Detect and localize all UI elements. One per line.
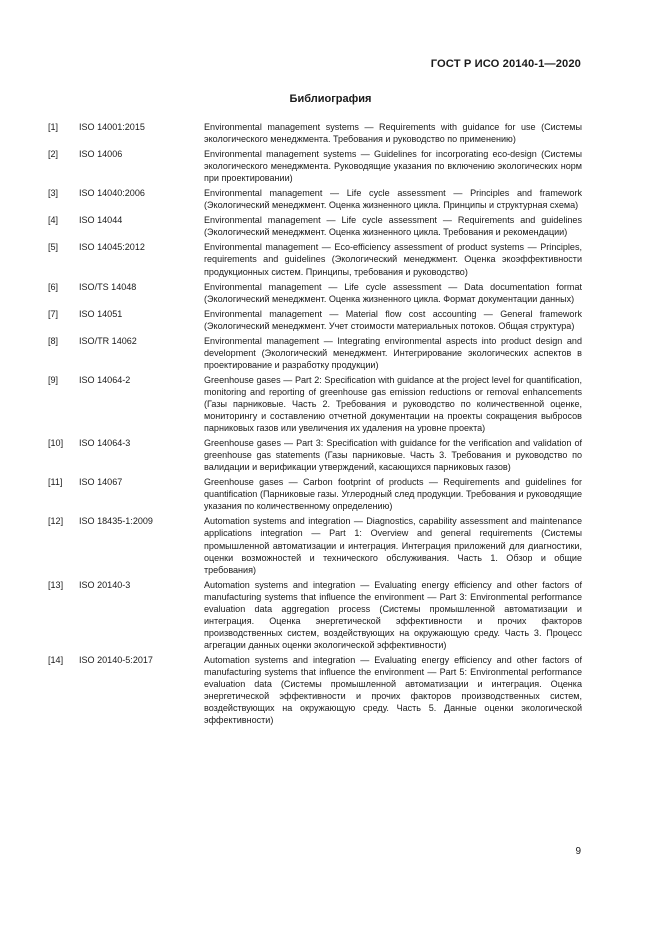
bibliography-entry xyxy=(48,476,582,512)
entry-standard: ISO 14001:2015 xyxy=(79,122,145,132)
entry-standard: ISO 14067 xyxy=(79,477,123,488)
bibliography-entry xyxy=(48,437,582,473)
entry-description: Environmental management — Life cycle assessment — Requirements and guidelines (Экологический менеджмент. Оценка жизненного цикла. Требования и рекомендации) xyxy=(204,215,582,238)
entry-standard: ISO 14044 xyxy=(79,215,123,226)
entry-number: [2] xyxy=(48,149,59,160)
entry-standard: ISO 14051 xyxy=(79,308,123,319)
entry-standard: ISO/TR 14062 xyxy=(79,335,137,346)
entry-number: [9] xyxy=(48,374,59,385)
entry-number: [5] xyxy=(48,242,59,253)
entry-description: Automation systems and integration — Diagnostics, capability assessment and maintenance applications integration — Part 1: Overview and general requirements (Системы промышленной автоматизации и интеграция. Интеграция приложений для диагностики, оценки возможностей и технического обслуживания. Часть 1. Обзор и общие требования) xyxy=(204,516,582,575)
entry-standard: ISO 20140-5:2017 xyxy=(79,654,153,665)
entry-description: Automation systems and integration — Evaluating energy efficiency and other factors of manufacturing systems that influence the environment — Part 5: Environmental performance evaluation data (Системы промышленной автоматизации и интеграция. Оценка энергетической эффективности и прочих факторов производственных систем, воздействующих на окружающую среду. Часть 5. Данные оценки экологической эффективности) xyxy=(204,654,582,726)
entry-number: [10] xyxy=(48,438,64,449)
entry-number: [1] xyxy=(48,122,59,132)
entry-number: [14] xyxy=(48,654,64,665)
bibliography-entry xyxy=(48,187,582,211)
entry-standard: ISO 14040:2006 xyxy=(79,188,145,199)
entry-number: [8] xyxy=(48,335,59,346)
entry-standard: ISO 14064-2 xyxy=(79,374,131,385)
entry-description: Environmental management — Life cycle assessment — Data documentation format (Экологический менеджмент. Оценка жизненного цикла. Формат документации данных) xyxy=(204,281,582,304)
bibliography-entry xyxy=(48,308,582,332)
entry-standard: ISO/TS 14048 xyxy=(79,281,137,292)
bibliography-list xyxy=(48,121,582,729)
entry-number: [3] xyxy=(48,188,59,199)
entry-description: Environmental management systems — Guidelines for incorporating eco-design (Системы экологического менеджмента. Руководящие указания по включению экологических норм при проектировании) xyxy=(204,149,582,184)
bibliography-entry xyxy=(48,374,582,434)
entry-standard: ISO 14006 xyxy=(79,149,123,160)
entry-number: [4] xyxy=(48,215,59,226)
bibliography-entry xyxy=(48,214,582,238)
bibliography-entry xyxy=(48,121,582,145)
page-number: 9 xyxy=(575,846,581,857)
entry-number: [13] xyxy=(48,579,64,590)
entry-description: Environmental management — Integrating environmental aspects into product design and development (Экологический менеджмент. Интегрирование экологических аспектов в проектирование и разработку продукции) xyxy=(204,335,582,370)
bibliography-title: Библиография xyxy=(289,93,372,105)
entry-number: [12] xyxy=(48,516,64,527)
entry-description: Greenhouse gases — Part 2: Specification with guidance at the project level for quantification, monitoring and reporting of greenhouse gas emission reductions or removal enhancements (Газы парниковые. Часть 2. Требования и руководство по количественной оценке, мониторингу и составлению отчетной документации на проекты сокращения выбросов парниковых газов или увеличения их удаления на уровне проекта) xyxy=(204,374,582,434)
entry-description: Environmental management — Material flow cost accounting — General framework (Экологический менеджмент. Учет стоимости материальных потоков. Общая структура) xyxy=(204,308,582,331)
document-code: ГОСТ Р ИСО 20140-1—2020 xyxy=(430,58,581,70)
bibliography-entry xyxy=(48,515,582,575)
entry-description: Environmental management systems — Requirements with guidance for use (Системы экологического менеджмента. Требования и руководство по применению) xyxy=(204,122,582,145)
entry-description: Environmental management — Life cycle assessment — Principles and framework (Экологический менеджмент. Оценка жизненного цикла. Принципы и структурная схема) xyxy=(204,188,582,211)
bibliography-entry xyxy=(48,335,582,371)
entry-standard: ISO 14064-3 xyxy=(79,438,131,449)
entry-description: Greenhouse gases — Part 3: Specification with guidance for the verification and validation of greenhouse gas statements (Газы парниковые. Часть 3. Требования и руководство по валидации и верификации утверждений, касающихся парниковых газов) xyxy=(204,438,582,473)
entry-standard: ISO 20140-3 xyxy=(79,579,131,590)
entry-number: [6] xyxy=(48,281,59,292)
entry-number: [11] xyxy=(48,477,63,488)
entry-standard: ISO 18435-1:2009 xyxy=(79,516,153,527)
entry-description: Environmental management — Eco-efficiency assessment of product systems — Principles, requirements and guidelines (Экологический менеджмент. Оценка экоэффективности продукционных систем. Принципы, требования и руководство) xyxy=(204,242,582,277)
entry-number: [7] xyxy=(48,308,59,319)
bibliography-entry xyxy=(48,579,582,651)
entry-description: Automation systems and integration — Evaluating energy efficiency and other factors of manufacturing systems that influence the environment — Part 3: Environmental performance evaluation data aggregation process (Системы промышленной автоматизации и интеграция. Оценка энергетической эффективности и прочих факторов производственных систем, воздействующих на окружающую среду. Часть 3. Процесс агрегации данных оценки экологической эффективности) xyxy=(204,579,582,650)
entry-standard: ISO 14045:2012 xyxy=(79,242,145,253)
bibliography-entry xyxy=(48,654,582,726)
bibliography-entry xyxy=(48,241,582,277)
entry-description: Greenhouse gases — Carbon footprint of products — Requirements and guidelines for quantification (Парниковые газы. Углеродный след продукции. Требования и руководящие указания по количественному определению) xyxy=(204,477,582,512)
bibliography-entry xyxy=(48,148,582,184)
bibliography-entry xyxy=(48,281,582,305)
